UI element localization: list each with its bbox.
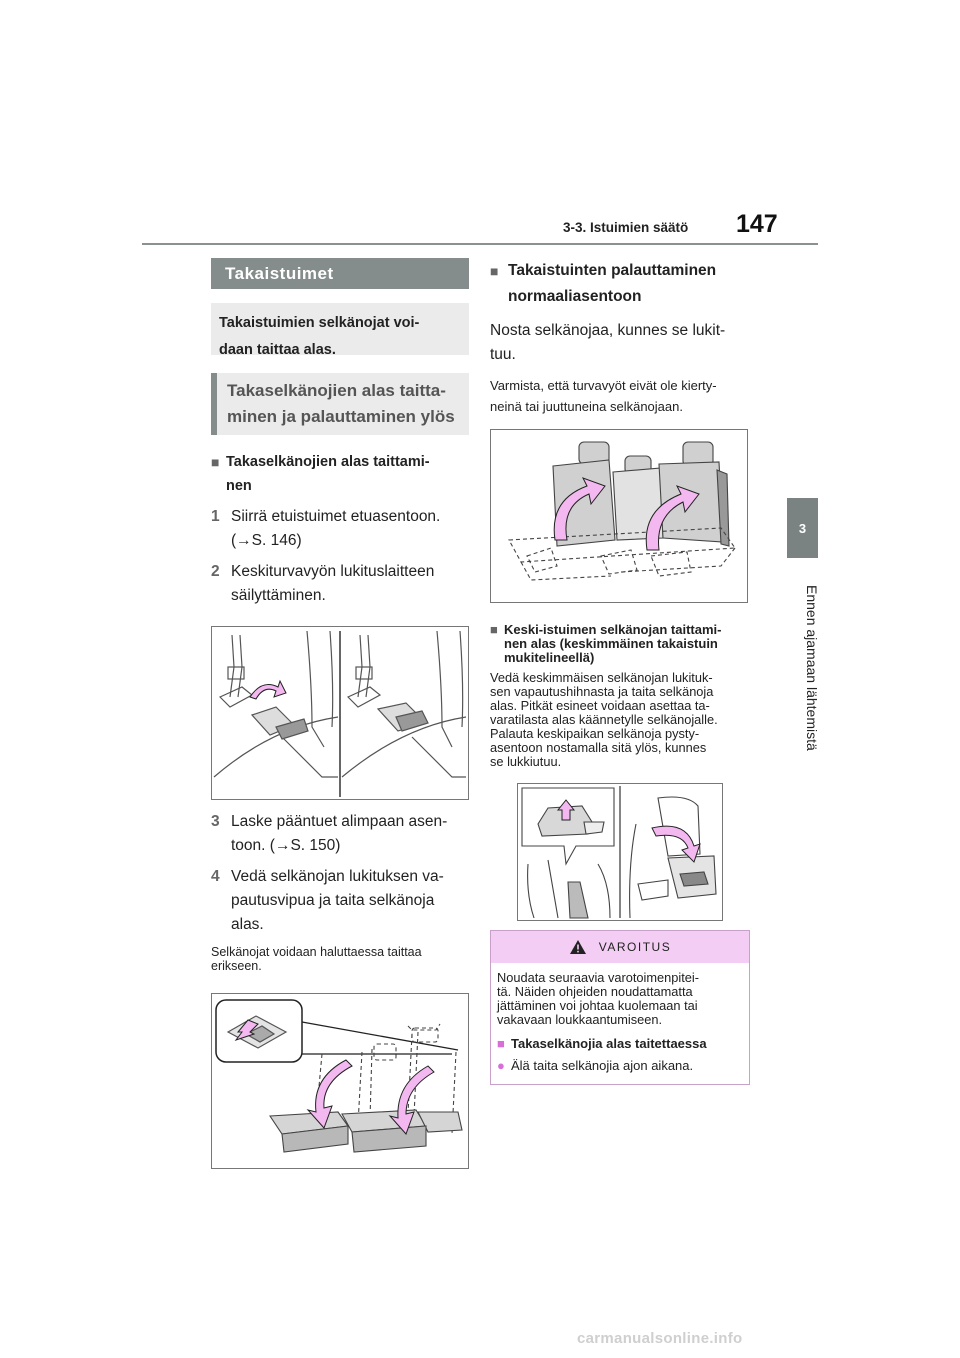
figure-raise-seatbacks [490,429,748,603]
raise-seatbacks-illustration [491,430,747,602]
para-line: varatilasta alas käännetylle selkänojalle. [490,712,718,727]
step-line: Vedä selkänojan lukituksen va- [231,868,444,885]
restore-note [490,375,750,417]
page-number: 147 [736,210,778,238]
body-line: tuu. [490,346,516,363]
step-line: pautusvipua ja taita selkänoja [231,892,435,909]
step-1 [211,505,469,553]
step-line: (→S. 146) [231,532,302,549]
heading-line: mukitelineellä) [504,650,595,665]
step-4 [211,865,469,937]
subtitle-line: Takaselkänojien alas taitta- [227,381,446,400]
small-line: Varmista, että turvavyöt eivät ole kierty- [490,378,717,393]
warning-line: jättäminen voi johtaa kuolemaan tai [497,998,698,1013]
bullet-dot-icon: ● [497,1058,505,1073]
note-line: erikseen. [211,959,262,973]
section-title: Takaistuimet [211,258,469,289]
step-line: alas. [231,916,264,933]
warning-line: vakavaan loukkaantumiseen. [497,1012,663,1027]
heading-line: Takaselkänojien alas taittami- [226,454,430,470]
warning-bullet [497,1058,743,1074]
intro-line: Takaistuimien selkänojat voi- [219,315,420,331]
restore-instruction [490,319,750,367]
heading-line: nen alas (keskimmäinen takaistuin [504,636,718,651]
para-line: se lukkiutuu. [490,754,562,769]
chapter-tab: 3 [787,498,818,558]
square-bullet-icon: ■ [497,1036,505,1051]
intro-line: daan taittaa alas. [219,342,336,358]
chapter-title: Ennen ajamaan lähtemistä [804,585,820,751]
warning-text [497,971,743,1027]
heading-line: Keski-istuimen selkänojan taittami- [504,622,722,637]
left-column [211,258,469,1169]
para-line: asentoon nostamalla sitä ylös, kunnes [490,740,707,755]
note-line: Selkänojat voidaan haluttaessa taittaa [211,945,422,959]
heading-line: normaaliasentoon [508,288,642,305]
buckle-illustration [212,627,468,799]
watermark: carmanualsonline.info [577,1330,743,1347]
center-seat-paragraph [490,671,750,769]
subtitle-bar [211,373,469,435]
para-line: Vedä keskimmäisen selkänojan lukituk- [490,670,713,685]
para-line: Palauta keskipaikan selkänoja pysty- [490,726,700,741]
warning-box [490,930,750,1085]
step-line: Keskiturvavyön lukituslaitteen [231,563,435,580]
figure-buckle-storage [211,626,469,800]
heading-line: nen [226,478,252,494]
warning-line: Noudata seuraavia varotoimenpitei- [497,970,700,985]
subtitle [217,373,469,435]
step-line: säilyttäminen. [231,587,326,604]
body-line: Nosta selkänojaa, kunnes se lukit- [490,322,726,339]
warning-bullet-text: Älä taita selkänojia ajon aikana. [511,1058,694,1073]
warning-title: VAROITUS [598,940,672,954]
step-number: 3 [211,813,220,830]
square-bullet-icon: ■ [211,454,220,470]
step-number: 4 [211,868,220,885]
step-line: Siirrä etuistuimet etuasentoon. [231,508,441,525]
step-line: toon. (→S. 150) [231,837,341,854]
subtitle-line: minen ja palauttaminen ylös [227,407,455,426]
warning-body [491,963,749,1084]
step-3 [211,810,469,858]
warning-header [491,931,749,963]
section-header: 3-3. Istuimien säätö [563,220,689,235]
para-line: sen vapautushihnasta ja taita selkänoja [490,684,714,699]
warning-subheading-text: Takaselkänojia alas taitettaessa [511,1036,707,1051]
step-line: Laske pääntuet alimpaan asen- [231,813,448,830]
square-bullet-icon: ■ [490,263,499,279]
warning-line: tä. Näiden ohjeiden noudattamatta [497,984,693,999]
fold-heading [211,450,469,498]
step-number: 2 [211,563,220,580]
warning-triangle-icon [569,939,587,955]
figure-fold-seatbacks [211,993,469,1169]
step-number: 1 [211,508,220,525]
center-seatback-illustration [518,784,722,920]
center-seat-heading [490,623,750,665]
fold-note [211,945,469,973]
heading-line: Takaistuinten palauttaminen [508,262,717,279]
figure-center-seatback [517,783,723,921]
intro-box [211,303,469,358]
header-rule [142,243,818,245]
step-2 [211,560,469,608]
restore-heading [490,258,750,310]
square-bullet-icon: ■ [490,622,498,637]
fold-seatbacks-illustration [212,994,468,1168]
small-line: neinä tai juuttuneina selkänojaan. [490,399,683,414]
warning-subheading [497,1036,743,1052]
right-column [490,258,750,1085]
para-line: alas. Pitkät esineet voidaan asettaa ta- [490,698,710,713]
